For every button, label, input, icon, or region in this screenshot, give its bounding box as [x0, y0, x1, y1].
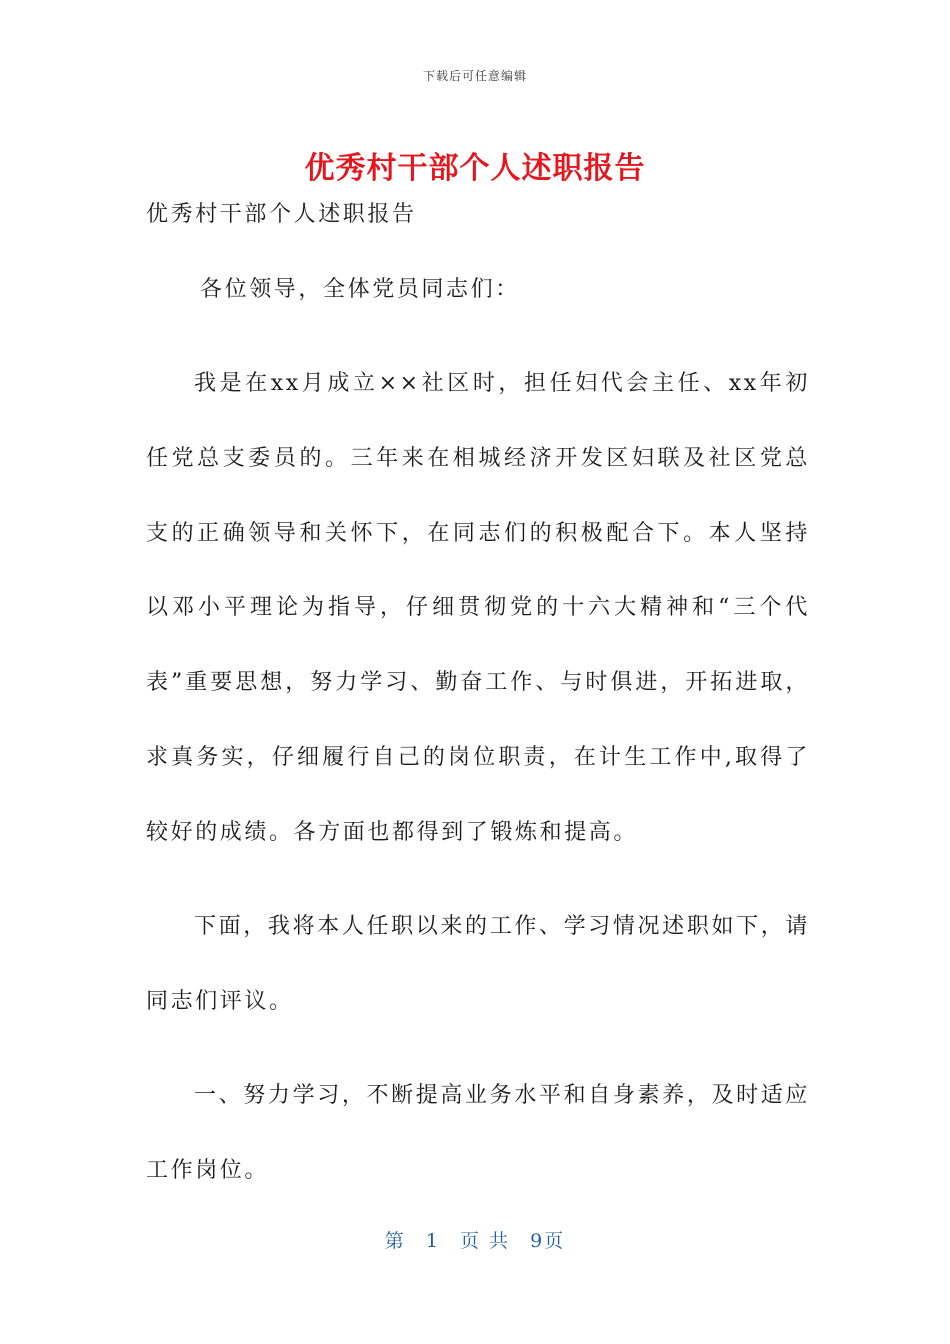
document-body [146, 196, 810, 1246]
page-footer [0, 1226, 950, 1253]
paragraph-3: 一、努力学习，不断提高业务水平和自身素养，及时适应工作岗位。 [146, 1082, 810, 1183]
document-title: 优秀村干部个人述职报告 [304, 151, 646, 186]
paragraph-1: 我是在xx月成立××社区时，担任妇代会主任、xx年初任党总支委员的。三年来在相城经济开发区妇联及社区党总支的正确领导和关怀下，在同志们的积极配合下。本人坚持以邓小平理论为指导，仔细贯彻党的十六大精神和“三个代表”重要思想，努力学习、勤奋工作、与时俱进，开拓进取，求真务实，仔细履行自己的岗位职责，在计生工作中,取得了较好的成绩。各方面也都得到了锻炼和提高。 [146, 370, 810, 845]
document-subtitle: 优秀村干部个人述职报告 [146, 202, 417, 227]
footer-middle: 页 共 [460, 1230, 511, 1252]
footer-prefix: 第 [384, 1230, 406, 1252]
footer-total-pages: 9页 [530, 1230, 566, 1252]
footer-page-number: 1 [425, 1230, 440, 1252]
paragraph-2: 下面，我将本人任职以来的工作、学习情况述职如下，请同志们评议。 [146, 913, 810, 1014]
header-note: 下载后可任意编辑 [422, 69, 527, 83]
salutation: 各位领导，全体党员同志们： [200, 276, 520, 302]
